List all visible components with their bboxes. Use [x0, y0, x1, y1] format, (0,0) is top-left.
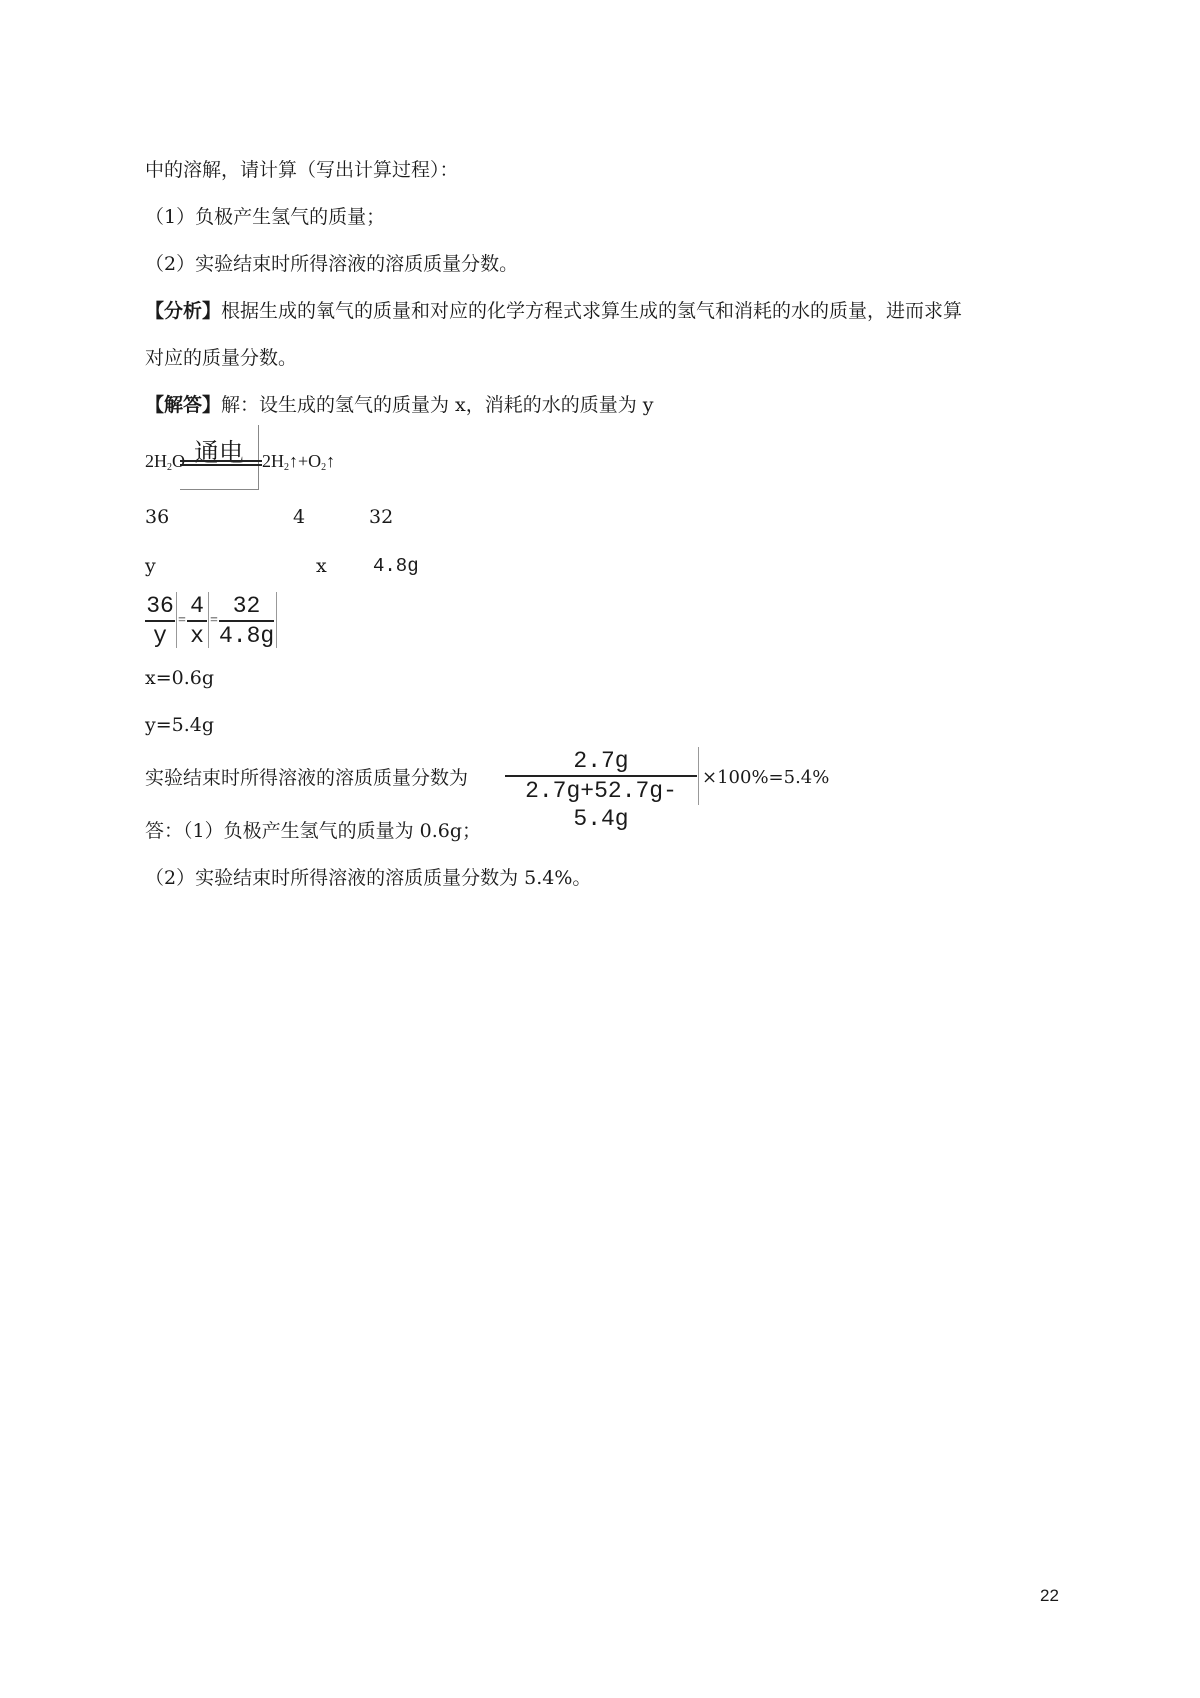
equation-products: $2H_2↑+O_2↑$ [262, 451, 336, 473]
answer-text-1: 解：设生成的氢气的质量为 x，消耗的水的质量为 y [221, 394, 654, 416]
mass-oxygen: 32 [369, 506, 394, 528]
result-x: x=0.6g [145, 667, 215, 689]
question-1: （1）负极产生氢气的质量； [145, 206, 386, 228]
mass-water: 36 [145, 506, 170, 528]
equals-sign: = [178, 613, 186, 628]
mass-fraction-prefix: 实验结束时所得溶液的溶质质量分数为 [145, 767, 469, 789]
equation-bar-bottom [180, 464, 262, 466]
fraction-rule [176, 592, 177, 648]
mass-fraction-suffix: ×100%=5.4% [702, 767, 830, 788]
unknown-water: y [145, 555, 156, 577]
fraction-36-over-y: 36 y [146, 593, 174, 649]
mass-hydrogen: 4 [293, 506, 306, 528]
fraction-32-over-4.8g: 32 4.8g [219, 593, 275, 649]
equals-sign: = [210, 613, 218, 628]
equation-reactant: $2H_2O$ [145, 451, 185, 473]
conclusion-1: 答：（1）负极产生氢气的质量为 0.6g； [145, 820, 482, 842]
page-number: 22 [1040, 1586, 1059, 1605]
analysis-paragraph [145, 302, 962, 321]
answer-paragraph [145, 396, 654, 415]
answer-label: 【解答】 [145, 394, 222, 416]
condition-box [180, 425, 259, 490]
result-y: y=5.4g [145, 714, 215, 736]
fraction-4-over-x: 4 x [187, 592, 207, 650]
fraction-rule [208, 592, 209, 648]
analysis-text-2: 对应的质量分数。 [145, 347, 298, 369]
analysis-text-1: 根据生成的氧气的质量和对应的化学方程式求算生成的氢气和消耗的水的质量，进而求算 [221, 300, 963, 322]
question-2: （2）实验结束时所得溶液的溶质质量分数。 [145, 253, 519, 275]
intro-text: 中的溶解，请计算（写出计算过程）： [145, 159, 459, 181]
analysis-label: 【分析】 [145, 300, 222, 322]
equation-bar-top [180, 460, 262, 462]
equation-condition: 通电 [193, 438, 244, 467]
mass-fraction-fraction: 2.7g 2.7g+52.7g-5.4g [505, 747, 697, 805]
unknown-hydrogen: x [316, 555, 327, 577]
fraction-rule [276, 592, 277, 648]
unknown-oxygen: 4.8g [373, 555, 419, 577]
conclusion-2: （2）实验结束时所得溶液的溶质质量分数为 5.4%。 [145, 867, 592, 889]
fraction-rule [698, 747, 699, 805]
